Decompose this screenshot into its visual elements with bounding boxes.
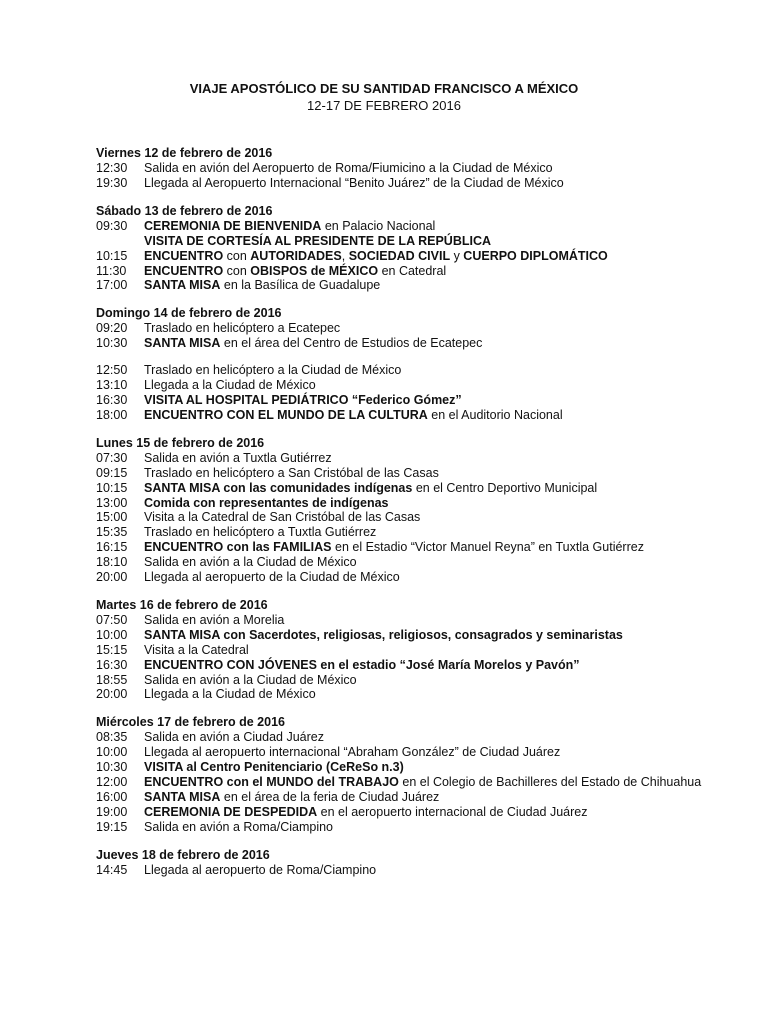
event-row (96, 863, 756, 878)
event-description (144, 264, 756, 279)
event-description (144, 775, 756, 790)
event-time: 10:30 (96, 336, 128, 351)
event-highlight: Comida con representantes de indígenas (144, 495, 389, 510)
event-description (144, 790, 756, 805)
event-highlight: ENCUENTRO CON JÓVENES en el estadio “José María Morelos y Pavón” (144, 657, 580, 672)
day-section (96, 436, 756, 585)
event-description (144, 363, 756, 378)
day-section (96, 204, 756, 294)
day-heading: Jueves 18 de febrero de 2016 (96, 847, 270, 862)
event-time: 07:50 (96, 612, 128, 627)
event-time: 09:15 (96, 465, 128, 480)
event-highlight: CEREMONIA DE BIENVENIDA (144, 218, 322, 233)
day-heading: Viernes 12 de febrero de 2016 (96, 146, 273, 160)
event-text: en el área de la feria de Ciudad Juárez (220, 790, 440, 804)
event-row (96, 408, 756, 423)
event-row (96, 628, 756, 643)
event-description (144, 249, 756, 264)
event-row (96, 730, 756, 745)
event-description (144, 525, 756, 540)
event-time: 10:00 (96, 627, 128, 642)
event-text: en el aeropuerto internacional de Ciudad Juárez (317, 804, 588, 819)
event-time: 19:30 (96, 175, 128, 190)
event-description (144, 613, 756, 628)
event-time: 16:30 (96, 657, 128, 672)
event-description (144, 481, 756, 496)
event-time: 10:30 (96, 760, 128, 775)
event-time (96, 234, 144, 249)
event-time: 15:15 (96, 642, 128, 657)
event-time: 16:15 (96, 540, 128, 555)
event-row (96, 510, 756, 525)
event-text: en Catedral (378, 263, 447, 278)
event-time: 15:35 (96, 525, 128, 540)
event-highlight: SANTA MISA (144, 336, 221, 351)
event-description (144, 451, 756, 466)
event-row (96, 176, 756, 191)
event-description (144, 745, 756, 760)
event-text: en el área del Centro de Estudios de Ecatepec (220, 336, 483, 351)
event-time: 09:30 (96, 218, 128, 233)
event-text: Salida en avión a Tuxtla Gutiérrez (144, 450, 332, 465)
event-row (96, 466, 756, 481)
event-time: 13:10 (96, 378, 128, 393)
event-row (96, 321, 756, 336)
event-row (96, 336, 756, 351)
day-heading: Domingo 14 de febrero de 2016 (96, 306, 282, 321)
event-description (144, 176, 756, 191)
event-row (96, 249, 756, 264)
event-highlight: CEREMONIA DE DESPEDIDA (144, 804, 318, 819)
event-highlight: SANTA MISA con las comunidades indígenas (144, 480, 413, 495)
event-row (96, 378, 756, 393)
event-time: 10:00 (96, 745, 128, 760)
event-row (96, 451, 756, 466)
day-section (96, 598, 756, 702)
event-highlight: AUTORIDADES (250, 248, 342, 263)
event-time: 18:55 (96, 672, 128, 687)
event-text: Llegada al aeropuerto de Roma/Ciampino (144, 862, 377, 877)
event-description (144, 730, 756, 745)
event-description (144, 219, 756, 234)
event-text: y (450, 248, 464, 263)
event-description (144, 161, 756, 176)
event-row (96, 496, 756, 511)
event-text: Salida en avión a la Ciudad de México (144, 672, 357, 687)
event-text: en Palacio Nacional (321, 218, 436, 233)
event-time: 20:00 (96, 687, 128, 702)
event-row (96, 278, 756, 293)
event-text: Salida en avión del Aeropuerto de Roma/Fiumicino a la Ciudad de México (144, 161, 553, 175)
event-highlight: ENCUENTRO con las FAMILIAS (144, 540, 332, 555)
event-description (144, 760, 756, 775)
event-description (144, 863, 756, 878)
event-description (144, 820, 756, 835)
event-text: Llegada a la Ciudad de México (144, 687, 316, 702)
event-row (96, 775, 756, 790)
event-description (144, 496, 756, 511)
event-time: 19:15 (96, 819, 128, 834)
event-time: 07:30 (96, 450, 128, 465)
event-text: , (341, 248, 349, 263)
event-text: en el Colegio de Bachilleres del Estado de Chihuahua (398, 775, 702, 790)
event-highlight: ENCUENTRO CON EL MUNDO DE LA CULTURA (144, 407, 428, 422)
event-highlight: CUERPO DIPLOMÁTICO (463, 248, 608, 263)
event-text: Traslado en helicóptero a San Cristóbal de las Casas (144, 465, 439, 480)
event-time: 11:30 (96, 263, 127, 278)
event-description (144, 378, 756, 393)
day-heading: Lunes 15 de febrero de 2016 (96, 435, 265, 450)
event-row (96, 687, 756, 702)
event-row (96, 570, 756, 585)
event-description (144, 628, 756, 643)
event-row (96, 745, 756, 760)
event-row (96, 613, 756, 628)
event-highlight: SANTA MISA (144, 790, 221, 804)
event-row (96, 219, 756, 234)
event-highlight: ENCUENTRO (144, 248, 224, 263)
event-highlight: SOCIEDAD CIVIL (348, 248, 451, 263)
day-heading: Miércoles 17 de febrero de 2016 (96, 715, 285, 730)
event-description (144, 673, 756, 688)
schedule (96, 146, 756, 891)
event-description (144, 555, 756, 570)
event-time: 16:00 (96, 790, 128, 804)
event-row (96, 820, 756, 835)
event-description (144, 408, 756, 423)
event-highlight: SANTA MISA (144, 278, 221, 293)
event-text: Traslado en helicóptero a Ecatepec (144, 321, 341, 336)
event-text: Visita a la Catedral (144, 642, 249, 657)
event-row (96, 760, 756, 775)
event-row (96, 393, 756, 408)
event-time: 10:15 (96, 480, 128, 495)
event-description (144, 278, 756, 293)
event-text: Traslado en helicóptero a Tuxtla Gutiérrez (144, 525, 377, 540)
day-section (96, 848, 756, 878)
event-time: 13:00 (96, 495, 128, 510)
event-time: 17:00 (96, 278, 128, 293)
event-time: 08:35 (96, 730, 128, 745)
event-highlight: VISITA al Centro Penitenciario (CeReSo n.3) (144, 760, 404, 775)
event-description (144, 687, 756, 702)
event-text: Llegada al aeropuerto de la Ciudad de México (144, 570, 400, 585)
day-section (96, 306, 756, 422)
event-text: Traslado en helicóptero a la Ciudad de México (144, 363, 402, 378)
day-heading: Sábado 13 de febrero de 2016 (96, 203, 273, 218)
event-row (96, 658, 756, 673)
event-row (96, 643, 756, 658)
event-text: con (223, 248, 251, 263)
event-text: Salida en avión a Morelia (144, 612, 285, 627)
event-row (96, 555, 756, 570)
event-description (144, 570, 756, 585)
event-highlight: OBISPOS de MÉXICO (250, 263, 379, 278)
event-description (144, 510, 756, 525)
event-row (96, 161, 756, 176)
event-highlight: VISITA AL HOSPITAL PEDIÁTRICO “Federico Gómez” (144, 392, 462, 407)
event-time: 15:00 (96, 510, 128, 525)
event-row (96, 540, 756, 555)
event-time: 12:30 (96, 161, 128, 175)
event-text: Llegada al aeropuerto internacional “Abraham González” de Ciudad Juárez (144, 745, 561, 760)
event-time: 19:00 (96, 804, 128, 819)
event-text: Salida en avión a la Ciudad de México (144, 555, 357, 570)
event-time: 20:00 (96, 570, 128, 585)
event-description (144, 321, 756, 336)
event-row (96, 264, 756, 279)
event-text: con (223, 263, 251, 278)
document-dates: 12-17 DE FEBRERO 2016 (307, 98, 461, 113)
event-description (144, 393, 756, 408)
event-row (96, 234, 756, 249)
event-row (96, 363, 756, 378)
event-text: en el Estadio “Victor Manuel Reyna” en Tuxtla Gutiérrez (331, 540, 644, 555)
event-row (96, 805, 756, 820)
event-time: 12:50 (96, 363, 128, 378)
day-section (96, 715, 756, 834)
event-highlight: ENCUENTRO con el MUNDO del TRABAJO (144, 775, 399, 790)
event-description (144, 658, 756, 673)
document-title: VIAJE APOSTÓLICO DE SU SANTIDAD FRANCISCO A MÉXICO (189, 81, 579, 96)
event-time: 18:10 (96, 555, 128, 570)
event-description (144, 643, 756, 658)
event-text: en el Centro Deportivo Municipal (412, 480, 598, 495)
event-highlight: SANTA MISA con Sacerdotes, religiosas, religiosos, consagrados y seminaristas (144, 627, 623, 642)
event-text: en el Auditorio Nacional (427, 407, 563, 422)
event-description (144, 336, 756, 351)
event-text: en la Basílica de Guadalupe (220, 278, 381, 293)
event-time: 18:00 (96, 407, 128, 422)
event-text: Salida en avión a Ciudad Juárez (144, 730, 324, 745)
event-description (144, 234, 756, 249)
event-highlight: VISITA DE CORTESÍA AL PRESIDENTE DE LA REPÚBLICA (144, 233, 492, 248)
event-time: 09:20 (96, 321, 128, 336)
event-row (96, 525, 756, 540)
event-time: 14:45 (96, 862, 128, 877)
event-description (144, 466, 756, 481)
event-text: Llegada a la Ciudad de México (144, 378, 316, 393)
event-text: Visita a la Catedral de San Cristóbal de las Casas (144, 510, 421, 525)
day-section (96, 146, 756, 191)
event-row (96, 790, 756, 805)
event-description (144, 540, 756, 555)
event-time: 16:30 (96, 392, 128, 407)
event-highlight: ENCUENTRO (144, 263, 224, 278)
event-time: 10:15 (96, 248, 128, 263)
event-text: Salida en avión a Roma/Ciampino (144, 819, 333, 834)
event-description (144, 805, 756, 820)
event-row (96, 673, 756, 688)
event-row (96, 481, 756, 496)
event-text: Llegada al Aeropuerto Internacional “Benito Juárez” de la Ciudad de México (144, 175, 564, 190)
event-time: 12:00 (96, 775, 128, 790)
day-heading: Martes 16 de febrero de 2016 (96, 597, 268, 612)
